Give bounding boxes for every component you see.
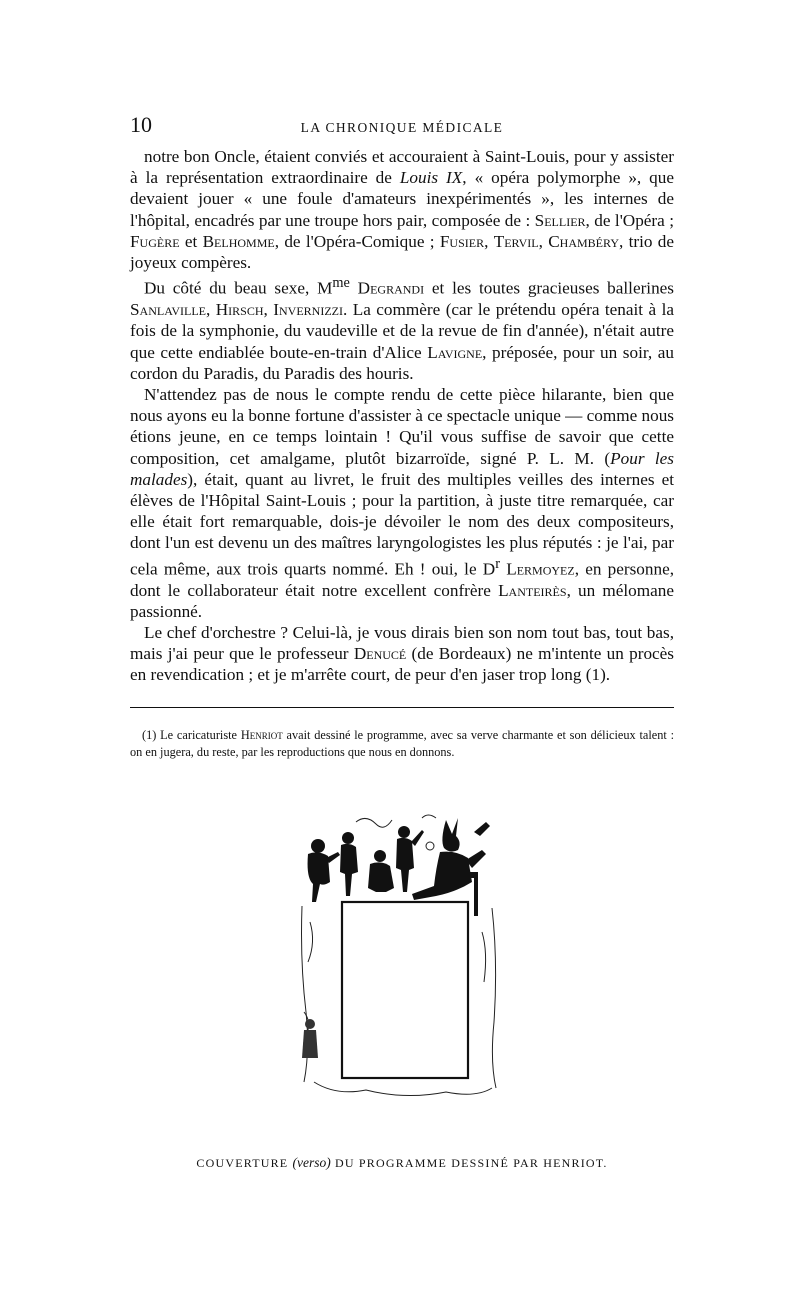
running-title: LA CHRONIQUE MÉDICALE xyxy=(300,120,504,135)
person-name: Lavigne xyxy=(427,342,483,362)
footnote-divider xyxy=(130,707,674,708)
person-name: Fusier xyxy=(439,231,485,251)
footnote: (1) Le caricaturiste Henriot avait dessiné le programme, avec sa verve charmante et son délicieux talent : on en jugera, du reste, par les reproductions que nous en donnons. xyxy=(130,728,674,759)
paragraph-4: Le chef d'orchestre ? Celui-là, je vous dirais bien son nom tout bas, tout bas, mais j'ai peur que le professeur Denucé (de Bordeaux) ne m'intente un procès en revendication ; et je m'arrête court, de peur d'en jaser trop long (1). xyxy=(130,622,674,685)
person-name: Tervil xyxy=(493,231,539,251)
person-name: Sanlaville xyxy=(130,300,206,320)
paragraph-3: N'attendez pas de nous le compte rendu de cette pièce hilarante, bien que nous ayons eu la bonne fortune d'assister à ce spectacle unique — comme nous étions jeune, en ce temps lointain ! Qu'il vous suffise de savoir que cette composition, cet amalgame, plutôt bizarroïde, signé P. L. M. (Pour les malades), était, quant au livret, le fruit des multiples veilles des internes et élèves de l'Hôpital Saint-Louis ; pour la partition, à juste titre remarquée, car elle était fort remarquable, dois-je dévoiler le nom des deux compositeurs, dont l'un est devenu un des maîtres laryngologistes les plus réputés : je l'ai, par cela même, aux trois quarts nommé. Eh ! oui, le $D^r$ Lermoyez, en personne, dont le collaborateur était notre excellent confrère Lanteirès, un mélomane passionné. xyxy=(130,384,674,621)
person-name: Chambéry xyxy=(548,231,620,251)
person-name: Lermoyez xyxy=(506,559,575,579)
person-name: Belhomme xyxy=(202,231,275,251)
person-name: Henriot xyxy=(240,728,283,742)
person-name: Lanteirès xyxy=(498,580,567,600)
page-number: 10 xyxy=(130,112,152,137)
figure-caption: COUVERTURE (verso) DU PROGRAMME DESSINÉ PAR HENRIOT. xyxy=(196,1155,608,1170)
person-name: Degrandi xyxy=(357,278,425,298)
person-name: Invernizzi xyxy=(273,300,343,320)
paragraph-1: notre bon Oncle, étaient conviés et accouraient à Saint-Louis, pour y assister à la représentation extraordinaire de Louis IX, « opéra polymorphe », que devaient jouer « une foule d'amateurs inexpérimentés », les internes de l'hôpital, encadrés par une troupe hors pair, composée de : Sellier, de l'Opéra ; Fugère et Belhomme, de l'Opéra-Comique ; Fusier, Tervil, Chambéry, trio de joyeux compères. xyxy=(130,147,675,273)
person-name: Hirsch xyxy=(215,300,264,320)
person-name: Sellier xyxy=(534,210,586,230)
paragraph-2: Du côté du beau sexe, $M^{me}$ Degrandi et les toutes gracieuses ballerines Sanlaville, Hirsch, Invernizzi. La commère (car le prétendu opéra tenait à la fois de la symphonie, du vaudeville et de la revue de fin d'année), n'était autre que cette endiablée boute-en-train d'Alice Lavigne, préposée, pour un soir, au cordon du Paradis, du Paradis des houris. xyxy=(130,275,675,383)
page-header xyxy=(130,112,674,140)
person-name: Fugère xyxy=(130,231,180,251)
side-figure xyxy=(302,1019,318,1058)
person-name: Denucé xyxy=(353,644,407,664)
blank-frame xyxy=(342,902,468,1078)
caricature-frame-illustration xyxy=(296,812,506,1102)
article-body xyxy=(130,146,674,686)
